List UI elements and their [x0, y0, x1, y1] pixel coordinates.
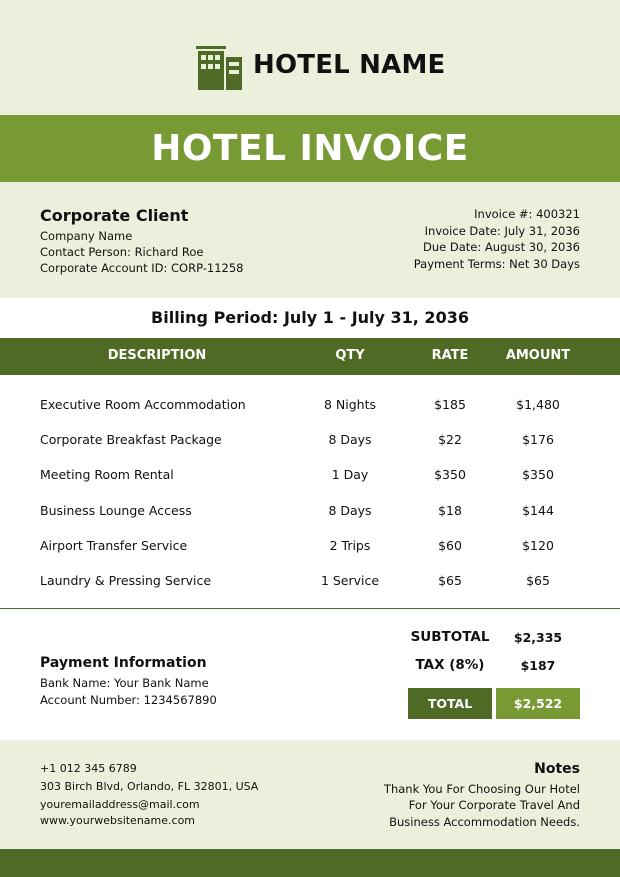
header-amount: AMOUNT — [505, 348, 571, 363]
header-qty: QTY — [335, 348, 365, 363]
row-qty: 2 Trips — [329, 538, 371, 553]
row-qty: 8 Nights — [323, 397, 377, 412]
invoice-number: Invoice #: 400321 — [474, 207, 580, 221]
footer-website: www.yourwebsitename.com — [40, 814, 196, 827]
row-rate: $22 — [438, 432, 462, 447]
tax-label: TAX (8%) — [415, 657, 485, 673]
billing-period: Billing Period: July 1 - July 31, 2036 — [151, 308, 469, 327]
note-line: For Your Corporate Travel And — [408, 798, 580, 812]
tax-value: $187 — [520, 658, 556, 673]
row-qty: 8 Days — [328, 503, 372, 518]
invoice-date: Invoice Date: July 31, 2036 — [424, 224, 580, 238]
footer-address: 303 Birch Blvd, Orlando, FL 32801, USA — [40, 780, 259, 793]
row-description: Business Lounge Access — [40, 503, 192, 518]
row-rate: $65 — [438, 573, 462, 588]
row-amount: $1,480 — [516, 397, 560, 412]
row-description: Executive Room Accommodation — [40, 397, 246, 412]
payment-terms: Payment Terms: Net 30 Days — [413, 257, 580, 271]
total-value: $2,522 — [513, 696, 563, 711]
footer-phone: +1 012 345 6789 — [40, 762, 137, 775]
row-qty: 1 Service — [320, 573, 380, 588]
client-contact: Contact Person: Richard Roe — [40, 245, 204, 259]
client-title: Corporate Client — [40, 206, 189, 225]
row-rate: $18 — [438, 503, 462, 518]
row-rate: $350 — [434, 467, 466, 482]
row-amount: $350 — [522, 467, 554, 482]
row-amount: $120 — [522, 538, 554, 553]
notes-title: Notes — [534, 761, 580, 777]
due-date: Due Date: August 30, 2036 — [422, 240, 580, 254]
row-description: Meeting Room Rental — [40, 467, 174, 482]
row-qty: 8 Days — [328, 432, 372, 447]
subtotal-label: SUBTOTAL — [410, 629, 490, 645]
subtotal-value: $2,335 — [513, 630, 563, 645]
note-line: Business Accommodation Needs. — [389, 815, 580, 829]
footer-email: youremailaddress@mail.com — [40, 798, 200, 811]
header-description: DESCRIPTION — [107, 348, 207, 363]
row-description: Laundry & Pressing Service — [40, 573, 212, 588]
row-amount: $144 — [522, 503, 554, 518]
bottom-bar — [0, 849, 620, 877]
invoice-title: HOTEL INVOICE — [151, 128, 469, 169]
row-rate: $185 — [434, 397, 466, 412]
building-icon — [196, 46, 244, 90]
row-qty: 1 Day — [331, 467, 369, 482]
account-number: Account Number: 1234567890 — [40, 693, 217, 707]
client-account: Corporate Account ID: CORP-11258 — [40, 261, 244, 275]
row-rate: $60 — [438, 538, 462, 553]
row-amount: $65 — [526, 573, 550, 588]
table-divider — [0, 608, 620, 609]
note-line: Thank You For Choosing Our Hotel — [383, 782, 580, 796]
hotel-name: HOTEL NAME — [253, 50, 446, 80]
header-rate: RATE — [431, 348, 469, 363]
bank-name: Bank Name: Your Bank Name — [40, 676, 209, 690]
row-description: Corporate Breakfast Package — [40, 432, 222, 447]
client-company: Company Name — [40, 229, 133, 243]
row-amount: $176 — [522, 432, 554, 447]
total-label: TOTAL — [427, 696, 473, 711]
row-description: Airport Transfer Service — [40, 538, 188, 553]
payment-title: Payment Information — [40, 655, 207, 671]
